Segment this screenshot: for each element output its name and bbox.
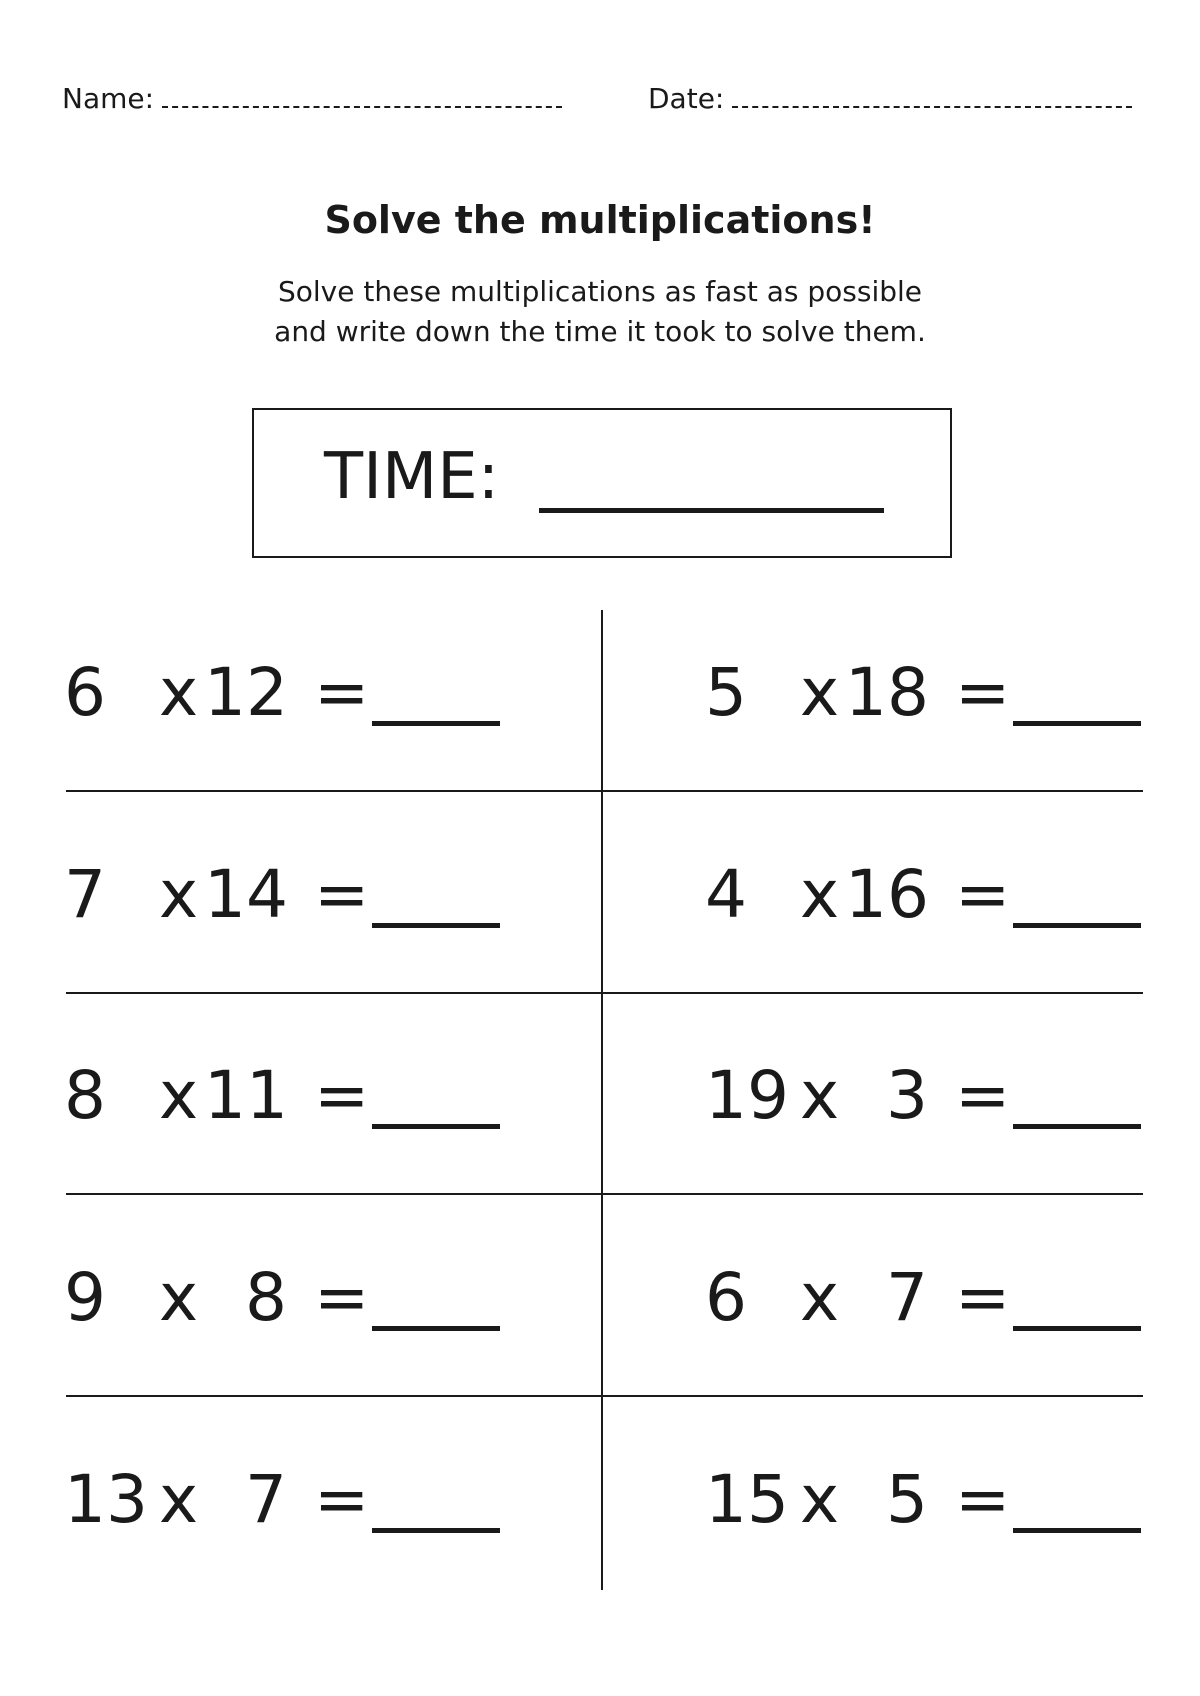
operand-a: 4 — [705, 856, 747, 933]
instructions-line-1: Solve these multiplications as fast as possible — [277, 275, 923, 308]
time-label: TIME: — [324, 440, 500, 514]
times-sign: x — [800, 1057, 840, 1134]
column-divider — [601, 610, 603, 1590]
times-sign: x — [800, 1461, 840, 1538]
times-sign: x — [800, 1259, 840, 1336]
operand-a: 6 — [705, 1259, 747, 1336]
equals-sign: = — [314, 856, 370, 933]
answer-blank[interactable] — [1013, 1124, 1141, 1129]
row-divider — [66, 1395, 1143, 1397]
name-blank[interactable] — [162, 105, 562, 108]
times-sign: x — [159, 1259, 199, 1336]
equals-sign: = — [955, 654, 1011, 731]
row-divider — [66, 992, 1143, 994]
times-sign: x — [800, 654, 840, 731]
operand-b: 7 — [245, 1461, 287, 1538]
instructions-line-2: and write down the time it took to solve them. — [274, 315, 926, 348]
equals-sign: = — [314, 1259, 370, 1336]
operand-a: 13 — [64, 1461, 148, 1538]
equals-sign: = — [955, 856, 1011, 933]
equals-sign: = — [955, 1057, 1011, 1134]
equals-sign: = — [314, 1461, 370, 1538]
times-sign: x — [159, 1057, 199, 1134]
operand-b: 12 — [204, 654, 288, 731]
equals-sign: = — [314, 1057, 370, 1134]
operand-b: 18 — [845, 654, 929, 731]
operand-b: 14 — [204, 856, 288, 933]
operand-a: 6 — [64, 654, 106, 731]
answer-blank[interactable] — [1013, 721, 1141, 726]
name-label: Name: — [62, 82, 155, 115]
times-sign: x — [159, 856, 199, 933]
operand-b: 11 — [204, 1057, 288, 1134]
equals-sign: = — [955, 1461, 1011, 1538]
operand-b: 3 — [886, 1057, 928, 1134]
answer-blank[interactable] — [372, 923, 500, 928]
row-divider — [66, 1193, 1143, 1195]
equals-sign: = — [955, 1259, 1011, 1336]
operand-a: 9 — [64, 1259, 106, 1336]
operand-b: 16 — [845, 856, 929, 933]
date-label: Date: — [648, 82, 725, 115]
answer-blank[interactable] — [372, 1528, 500, 1533]
times-sign: x — [800, 856, 840, 933]
answer-blank[interactable] — [1013, 923, 1141, 928]
date-field[interactable] — [648, 82, 1132, 115]
operand-a: 5 — [705, 654, 747, 731]
operand-b: 5 — [886, 1461, 928, 1538]
operand-a: 8 — [64, 1057, 106, 1134]
times-sign: x — [159, 1461, 199, 1538]
equals-sign: = — [314, 654, 370, 731]
row-divider — [66, 790, 1143, 792]
name-field[interactable] — [62, 82, 562, 115]
answer-blank[interactable] — [372, 721, 500, 726]
operand-b: 8 — [245, 1259, 287, 1336]
answer-blank[interactable] — [372, 1124, 500, 1129]
operand-a: 7 — [64, 856, 106, 933]
time-box — [252, 408, 952, 558]
worksheet-title: Solve the multiplications! — [324, 198, 876, 242]
times-sign: x — [159, 654, 199, 731]
answer-blank[interactable] — [372, 1326, 500, 1331]
answer-blank[interactable] — [1013, 1528, 1141, 1533]
date-blank[interactable] — [732, 105, 1132, 108]
time-blank[interactable] — [539, 508, 884, 513]
operand-a: 15 — [705, 1461, 789, 1538]
answer-blank[interactable] — [1013, 1326, 1141, 1331]
operand-a: 19 — [705, 1057, 789, 1134]
operand-b: 7 — [886, 1259, 928, 1336]
instructions — [0, 272, 1200, 352]
